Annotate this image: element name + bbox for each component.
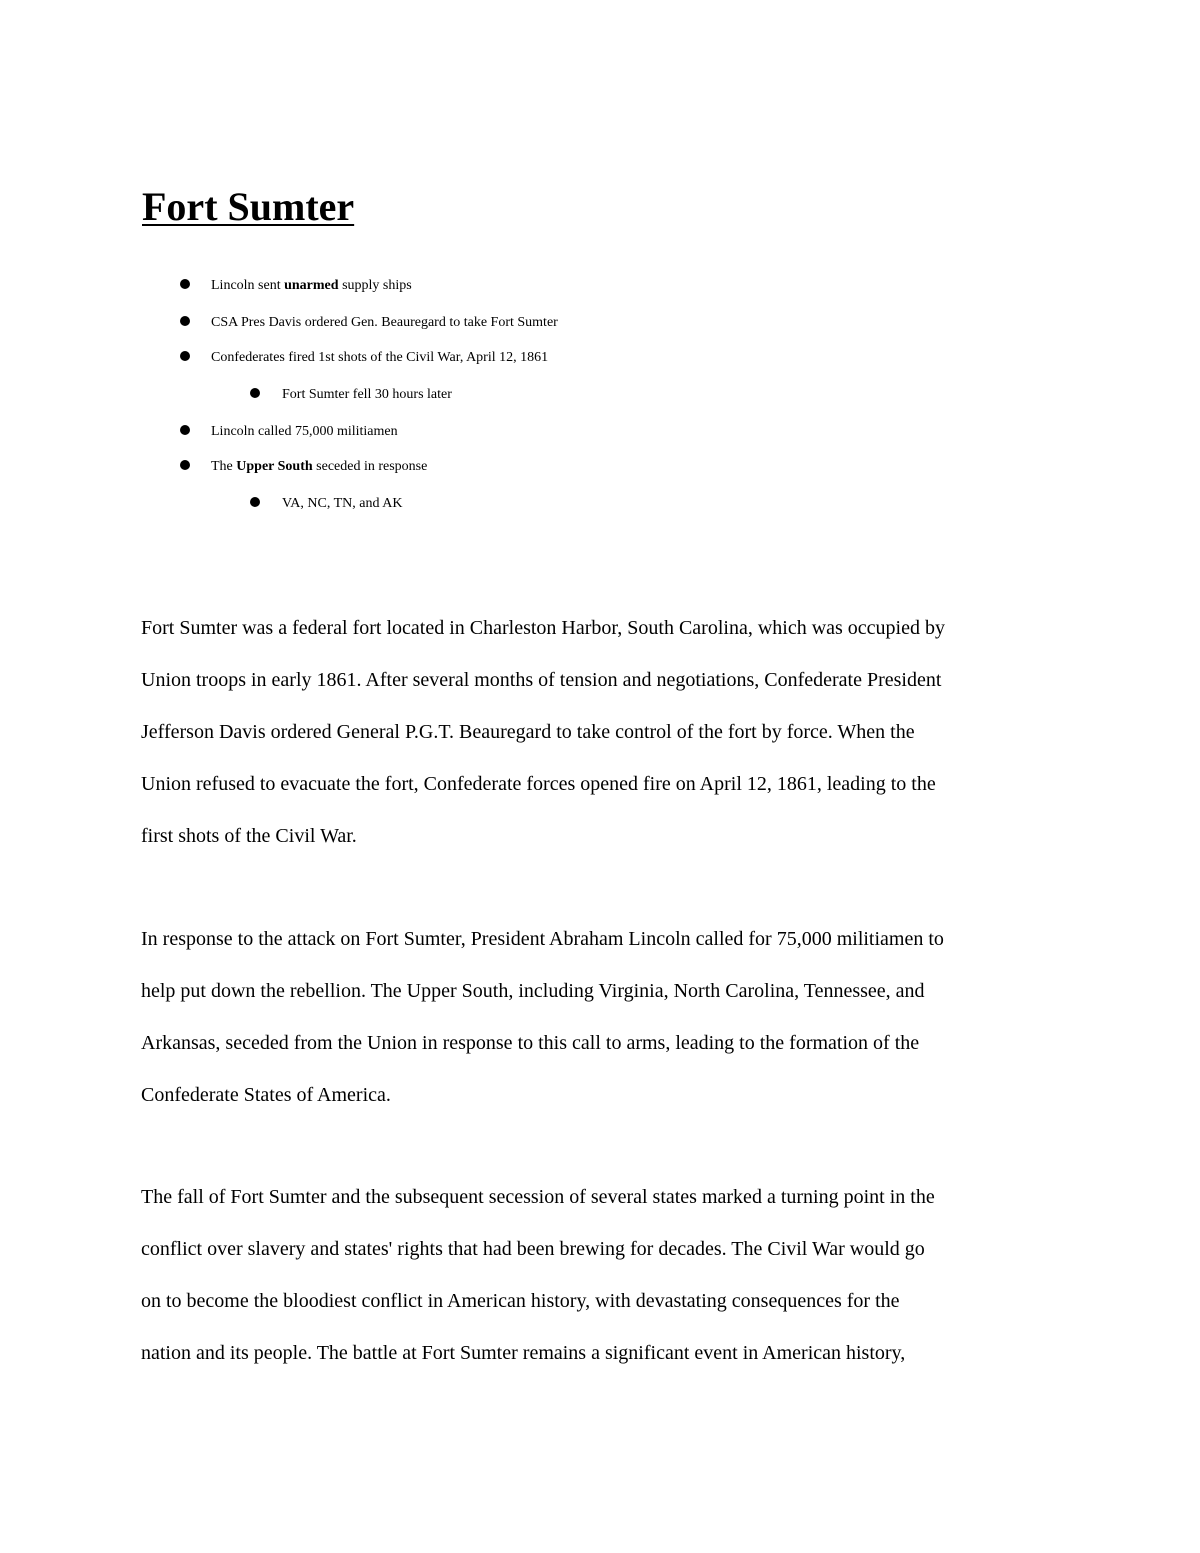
bullet-dot <box>250 388 260 398</box>
bullet-item <box>211 276 412 296</box>
bullet-text: Lincoln called 75,000 militiamen <box>211 424 398 439</box>
body-paragraph <box>141 1171 1101 1379</box>
bullet-subitem <box>282 494 402 514</box>
bullet-item <box>211 422 398 442</box>
paragraph-line: help put down the rebellion. The Upper South, including Virginia, North Carolina, Tennessee, and <box>141 980 925 1002</box>
paragraph-line: The fall of Fort Sumter and the subsequent secession of several states marked a turning point in the <box>141 1186 935 1208</box>
body-paragraph <box>141 913 1101 1121</box>
bullet-text-bold: unarmed <box>284 278 339 293</box>
bullet-dot <box>180 351 190 361</box>
bullet-dot <box>180 279 190 289</box>
bullet-dot <box>250 497 260 507</box>
bullet-item <box>211 313 558 333</box>
paragraph-line: Union refused to evacuate the fort, Confederate forces opened fire on April 12, 1861, leading to the <box>141 773 936 795</box>
bullet-item <box>211 348 548 368</box>
bullet-dot <box>180 425 190 435</box>
paragraph-line: Union troops in early 1861. After several months of tension and negotiations, Confederate President <box>141 669 942 691</box>
bullet-text: Confederates fired 1st shots of the Civil War, April 12, 1861 <box>211 350 549 365</box>
bullet-text: seceded in response <box>312 459 428 474</box>
bullet-text-bold: Upper South <box>236 459 313 474</box>
paragraph-line: In response to the attack on Fort Sumter, President Abraham Lincoln called for 75,000 militiamen to <box>141 928 944 950</box>
bullet-text: CSA Pres Davis ordered Gen. Beauregard to take Fort Sumter <box>211 315 558 330</box>
bullet-item <box>211 457 427 477</box>
bullet-subitem <box>282 385 452 405</box>
paragraph-line: nation and its people. The battle at Fort Sumter remains a significant event in American history, <box>141 1342 906 1364</box>
bullet-text: Lincoln sent <box>211 278 285 293</box>
paragraph-line: on to become the bloodiest conflict in American history, with devastating consequences for the <box>141 1290 900 1312</box>
bullet-dot <box>180 460 190 470</box>
bullet-text: The <box>211 459 237 474</box>
paragraph-line: conflict over slavery and states' rights that had been brewing for decades. The Civil War would go <box>141 1238 925 1260</box>
bullet-text: VA, NC, TN, and AK <box>282 496 403 511</box>
bullet-text: supply ships <box>338 278 412 293</box>
body-paragraph <box>141 602 1101 862</box>
paragraph-line: Fort Sumter was a federal fort located in Charleston Harbor, South Carolina, which was occupied by <box>141 617 945 639</box>
paragraph-line: Arkansas, seceded from the Union in response to this call to arms, leading to the formation of the <box>141 1032 920 1054</box>
document-title: Fort Sumter <box>142 184 355 229</box>
bullet-dot <box>180 316 190 326</box>
paragraph-line: first shots of the Civil War. <box>141 825 357 847</box>
paragraph-line: Confederate States of America. <box>141 1084 391 1106</box>
paragraph-line: Jefferson Davis ordered General P.G.T. Beauregard to take control of the fort by force. When the <box>141 721 915 743</box>
bullet-text: Fort Sumter fell 30 hours later <box>282 387 452 402</box>
